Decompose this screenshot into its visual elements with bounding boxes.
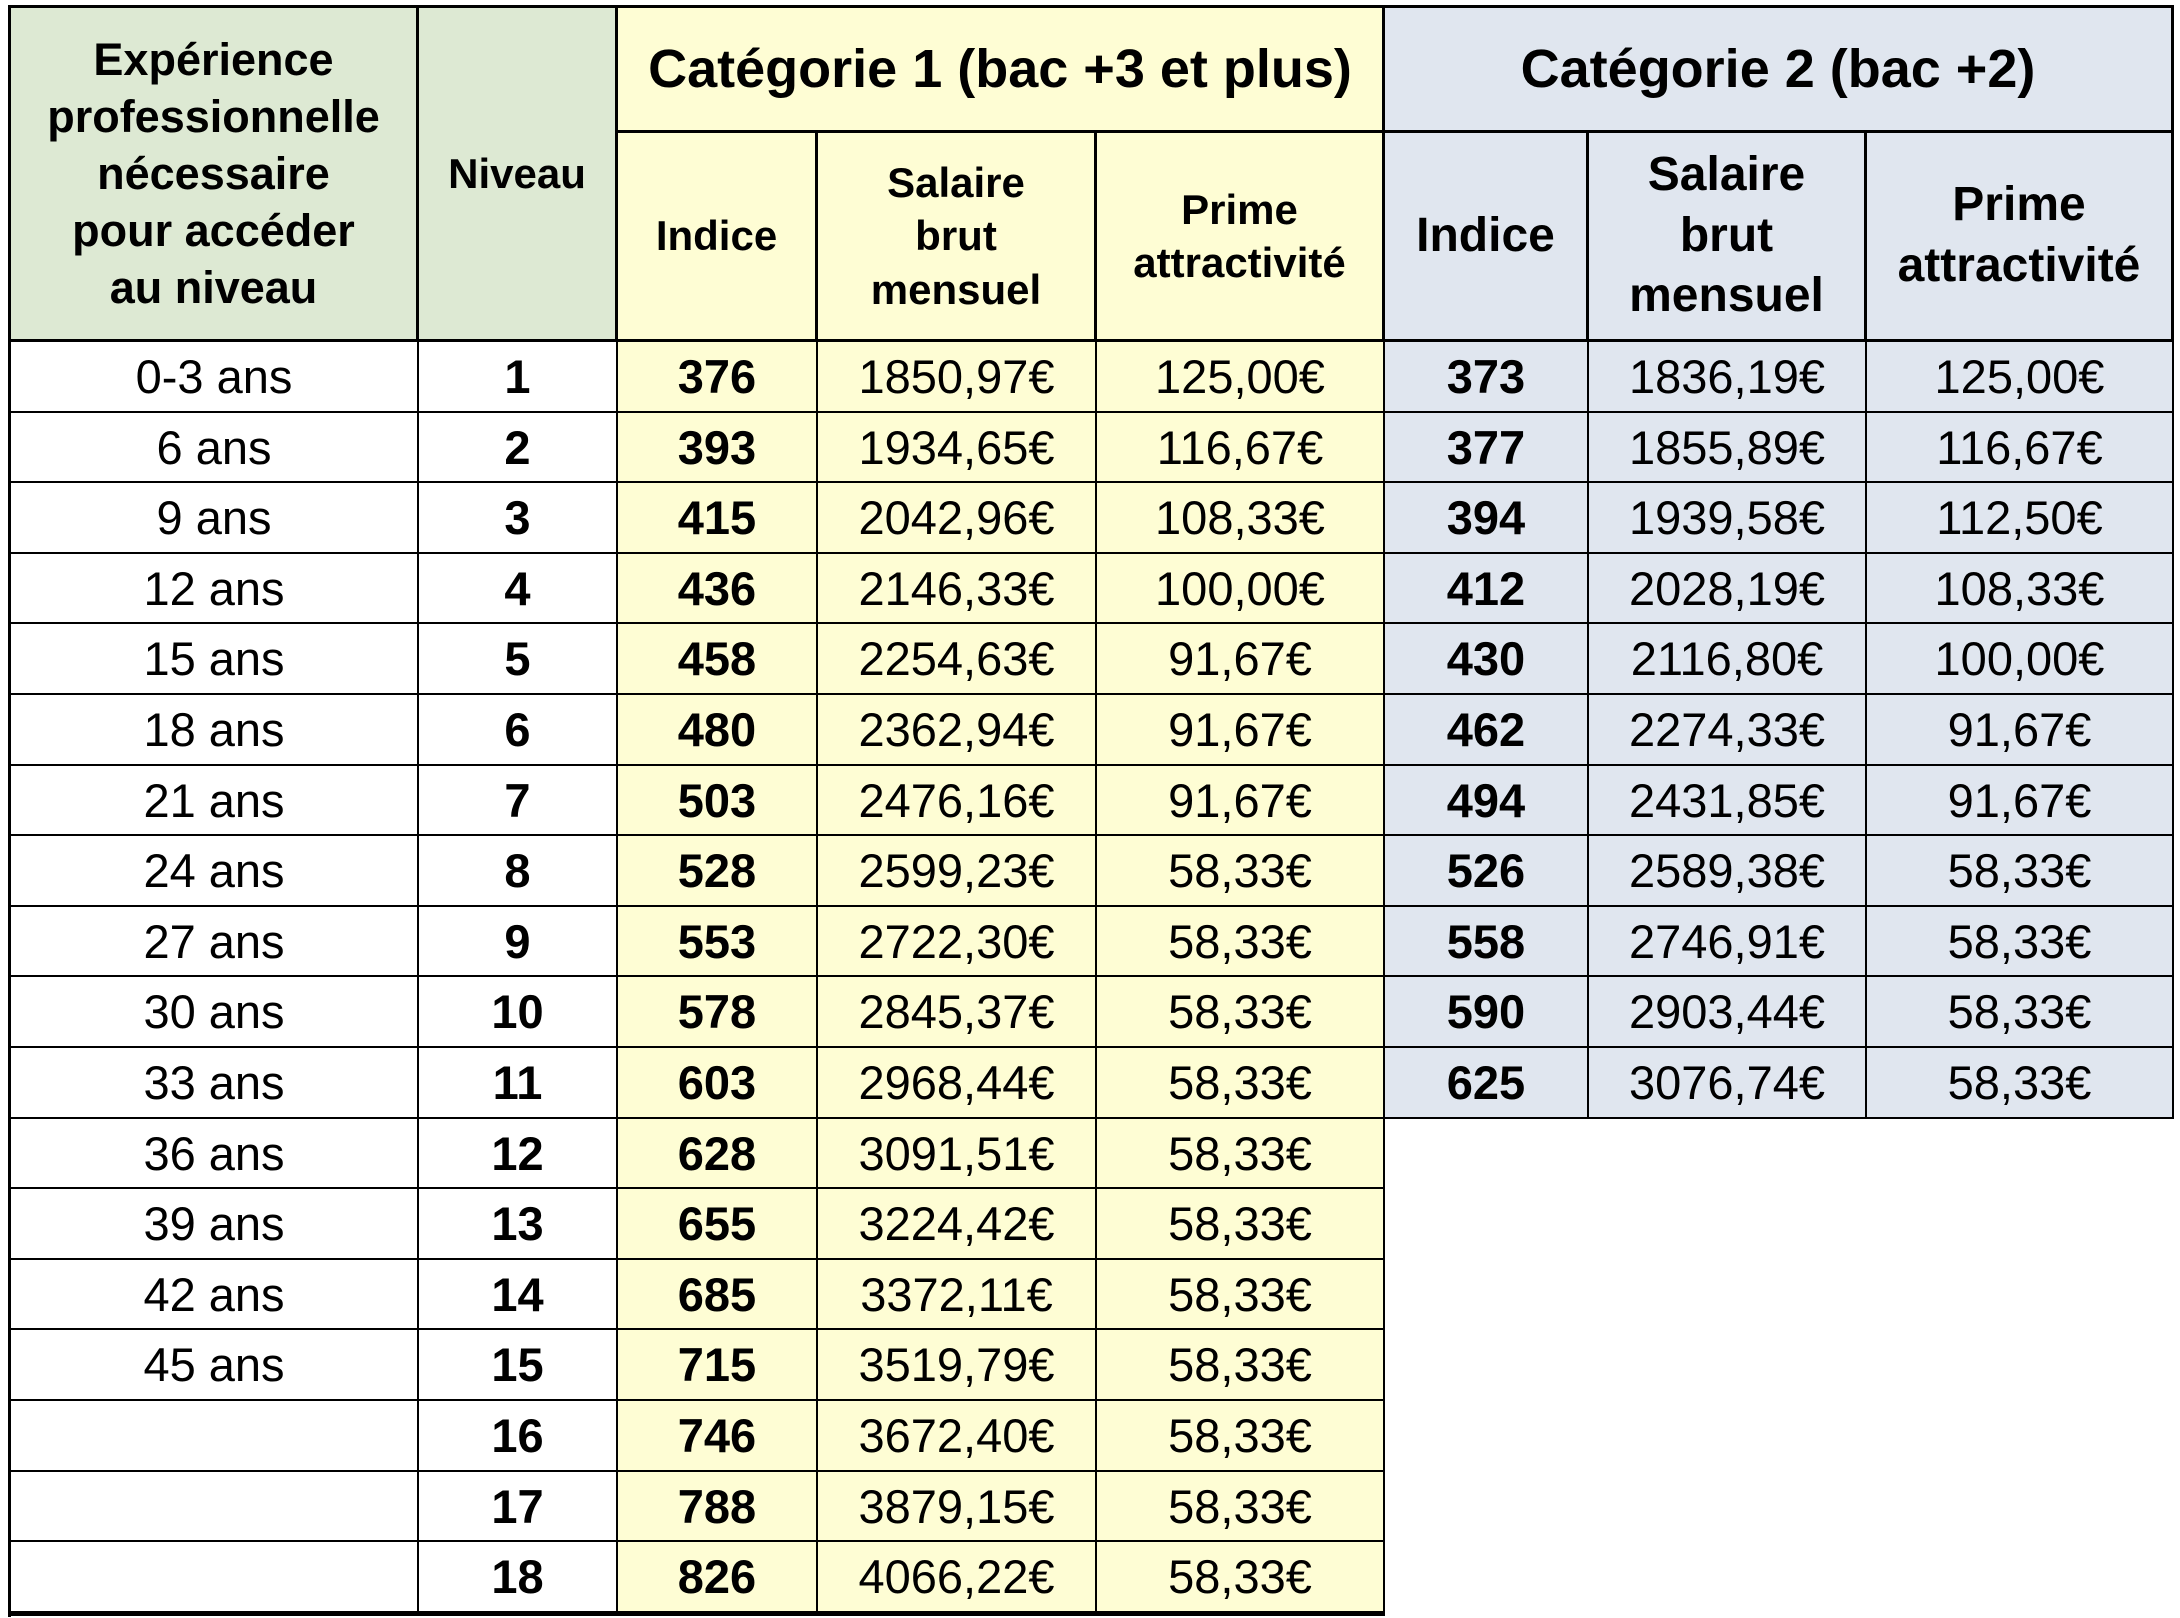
- header-experience-line: professionnelle: [47, 90, 380, 142]
- cell-cat2-indice: [1385, 413, 1589, 483]
- cell-cat1-salaire: [818, 695, 1097, 766]
- cell-niveau: [419, 766, 618, 836]
- cat2-prime-value: 58,33€: [1947, 844, 2092, 897]
- header-cat1-prime-line: attractivité: [1133, 239, 1346, 286]
- cell-cat1-indice: [618, 766, 818, 836]
- cat1-prime-value: 58,33€: [1168, 1338, 1312, 1391]
- niveau-value: 10: [491, 985, 544, 1038]
- cat1-salaire-value: 4066,22€: [858, 1550, 1055, 1603]
- cell-cat2-prime: [1867, 624, 2174, 695]
- cell-cat2-prime: [1867, 907, 2174, 977]
- cell-cat2-indice: [1385, 554, 1589, 624]
- cat2-prime-value: 91,67€: [1947, 773, 2092, 827]
- header-cat1-prime-line: Prime: [1181, 185, 1298, 233]
- cat1-indice-value: 393: [677, 420, 757, 474]
- cat1-indice-value: 503: [677, 773, 757, 827]
- cat1-salaire-value: 2146,33€: [858, 561, 1055, 615]
- header-cat1-salaire-line: brut: [915, 212, 997, 260]
- header-experience-line: au niveau: [109, 262, 318, 314]
- cell-cat2-prime: [1867, 554, 2174, 624]
- cell-cat1-salaire: [818, 554, 1097, 624]
- header-category-1-title: Catégorie 1 (bac +3 et plus): [648, 38, 1352, 99]
- experience-value: 12 ans: [143, 561, 285, 615]
- header-cat2-salaire-line: Salaire: [1647, 147, 1806, 201]
- cell-cat1-indice: [618, 695, 818, 766]
- niveau-value: 16: [491, 1409, 544, 1462]
- cell-cat1-salaire: [818, 1260, 1097, 1330]
- cell-cat2-prime: [1867, 413, 2174, 483]
- cell-niveau: [419, 977, 618, 1048]
- cat2-prime-value: 58,33€: [1947, 1056, 2092, 1109]
- experience-value: 36 ans: [143, 1126, 285, 1180]
- cell-experience: [11, 1472, 419, 1542]
- cat1-prime-value: 58,33€: [1168, 844, 1312, 897]
- cell-cat1-salaire: [818, 1542, 1097, 1613]
- cell-experience: [11, 1189, 419, 1260]
- cell-experience: [11, 836, 419, 907]
- cat1-salaire-value: 3519,79€: [858, 1338, 1055, 1391]
- cell-cat2-indice: [1385, 907, 1589, 977]
- experience-value: 9 ans: [156, 491, 272, 544]
- cell-niveau: [419, 1472, 618, 1542]
- cell-cat2-salaire: [1589, 766, 1867, 836]
- niveau-value: 1: [504, 350, 531, 403]
- cell-cat2-indice: [1385, 977, 1589, 1048]
- cat2-indice-value: 373: [1446, 350, 1526, 403]
- niveau-value: 7: [504, 773, 531, 827]
- niveau-value: 11: [492, 1056, 543, 1109]
- header-experience-line: nécessaire: [97, 147, 330, 199]
- cell-experience: [11, 766, 419, 836]
- cat1-indice-value: 415: [677, 491, 757, 544]
- cell-experience: [11, 483, 419, 554]
- cat2-indice-value: 430: [1446, 632, 1526, 685]
- cell-experience: [11, 1048, 419, 1119]
- cat1-indice-value: 528: [677, 844, 757, 897]
- cell-niveau: [419, 1401, 618, 1472]
- header-cat2-salaire-line: brut: [1679, 208, 1774, 262]
- niveau-value: 18: [491, 1550, 544, 1603]
- cat1-prime-value: 100,00€: [1155, 561, 1325, 615]
- cell-cat1-indice: [618, 836, 818, 907]
- cat1-prime-value: 91,67€: [1168, 632, 1312, 685]
- cell-cat1-indice: [618, 1189, 818, 1260]
- cat1-salaire-value: 3372,11€: [860, 1267, 1053, 1321]
- header-cat2-salaire-line: mensuel: [1629, 269, 1824, 323]
- cell-niveau: [419, 1189, 618, 1260]
- cell-cat2-prime: [1867, 1048, 2174, 1119]
- cell-cat1-prime: [1097, 1260, 1385, 1330]
- cell-cat2-salaire: [1589, 836, 1867, 907]
- cell-niveau: [419, 1119, 618, 1189]
- cell-cat2-salaire: [1589, 624, 1867, 695]
- cat2-indice-value: 526: [1446, 844, 1526, 897]
- cell-experience: [11, 1401, 419, 1472]
- cell-cat1-prime: [1097, 766, 1385, 836]
- cat2-indice-value: 462: [1446, 703, 1526, 756]
- table-border-bottom: [8, 1613, 1385, 1616]
- cat1-indice-value: 553: [677, 914, 757, 968]
- cell-cat1-prime: [1097, 977, 1385, 1048]
- cell-cat1-salaire: [818, 1119, 1097, 1189]
- cell-experience: [11, 695, 419, 766]
- cell-cat1-prime: [1097, 413, 1385, 483]
- cell-cat1-salaire: [818, 413, 1097, 483]
- cat1-prime-value: 58,33€: [1168, 914, 1312, 968]
- experience-value: 27 ans: [143, 914, 285, 968]
- header-cat1-salaire-line: mensuel: [870, 265, 1042, 313]
- cat1-indice-value: 458: [677, 632, 757, 685]
- cell-cat1-prime: [1097, 1472, 1385, 1542]
- cell-niveau: [419, 413, 618, 483]
- cat1-salaire-value: 2362,94€: [858, 703, 1055, 756]
- cat2-indice-value: 394: [1446, 491, 1526, 544]
- cell-cat1-salaire: [818, 1189, 1097, 1260]
- cell-cat1-indice: [618, 1330, 818, 1401]
- header-cat2-prime: [1867, 133, 2174, 342]
- experience-value: 42 ans: [143, 1267, 285, 1321]
- cat1-prime-value: 58,33€: [1168, 1126, 1312, 1180]
- cell-experience: [11, 342, 419, 413]
- cat2-prime-value: 108,33€: [1934, 561, 2105, 615]
- niveau-value: 4: [504, 561, 531, 615]
- cell-cat1-salaire: [818, 1330, 1097, 1401]
- header-cat1-indice-label: Indice: [655, 212, 778, 260]
- cat2-indice-value: 625: [1446, 1056, 1526, 1109]
- cell-cat1-salaire: [818, 907, 1097, 977]
- cat1-salaire-value: 3672,40€: [858, 1409, 1055, 1462]
- cell-niveau: [419, 554, 618, 624]
- niveau-value: 13: [491, 1197, 544, 1250]
- cell-cat2-salaire: [1589, 342, 1867, 413]
- cell-niveau: [419, 1542, 618, 1613]
- cat1-prime-value: 58,33€: [1168, 1479, 1312, 1533]
- cell-cat1-indice: [618, 1542, 818, 1613]
- cat1-indice-value: 480: [677, 703, 757, 756]
- cat1-salaire-value: 2042,96€: [858, 491, 1055, 544]
- cell-cat1-salaire: [818, 1048, 1097, 1119]
- cat1-indice-value: 603: [677, 1056, 757, 1109]
- cat2-prime-value: 112,50€: [1936, 491, 2103, 544]
- cell-niveau: [419, 1330, 618, 1401]
- cell-cat1-prime: [1097, 624, 1385, 695]
- cell-cat2-indice: [1385, 836, 1589, 907]
- cell-cat2-prime: [1867, 695, 2174, 766]
- cell-cat2-indice: [1385, 342, 1589, 413]
- cell-cat2-salaire: [1589, 1048, 1867, 1119]
- cell-cat1-prime: [1097, 483, 1385, 554]
- experience-value: 18 ans: [143, 703, 285, 756]
- cell-niveau: [419, 624, 618, 695]
- cell-cat1-prime: [1097, 1330, 1385, 1401]
- cell-cat1-prime: [1097, 907, 1385, 977]
- header-cat2-prime-text: [1898, 175, 2141, 297]
- cat1-prime-value: 58,33€: [1168, 985, 1312, 1038]
- cat1-salaire-value: 2599,23€: [858, 844, 1055, 897]
- cat1-salaire-value: 2845,37€: [858, 985, 1055, 1038]
- cat2-prime-value: 58,33€: [1947, 914, 2092, 968]
- cell-cat1-indice: [618, 342, 818, 413]
- cat1-salaire-value: 2722,30€: [858, 914, 1055, 968]
- niveau-value: 6: [504, 703, 531, 756]
- cell-cat1-salaire: [818, 1401, 1097, 1472]
- cell-cat2-indice: [1385, 624, 1589, 695]
- cell-cat2-salaire: [1589, 413, 1867, 483]
- cat1-prime-value: 58,33€: [1168, 1550, 1312, 1603]
- cat2-indice-value: 590: [1446, 985, 1526, 1038]
- cat2-salaire-value: 2116,80€: [1630, 632, 1824, 685]
- cat1-indice-value: 715: [677, 1338, 757, 1391]
- cell-cat2-indice: [1385, 766, 1589, 836]
- header-experience: [11, 8, 419, 342]
- cat2-salaire-value: 2746,91€: [1628, 914, 1826, 968]
- cat1-prime-value: 108,33€: [1155, 491, 1325, 544]
- cat2-indice-value: 377: [1446, 420, 1526, 474]
- cat1-prime-value: 58,33€: [1168, 1267, 1312, 1321]
- cell-cat2-prime: [1867, 836, 2174, 907]
- cell-cat1-indice: [618, 483, 818, 554]
- cell-cat1-indice: [618, 554, 818, 624]
- cat2-salaire-value: 1836,19€: [1628, 350, 1826, 403]
- cell-cat2-indice: [1385, 1048, 1589, 1119]
- cell-cat2-salaire: [1589, 977, 1867, 1048]
- cat2-prime-value: 116,67€: [1936, 420, 2103, 474]
- cell-experience: [11, 624, 419, 695]
- cell-cat1-prime: [1097, 836, 1385, 907]
- cell-cat1-prime: [1097, 695, 1385, 766]
- cell-cat1-prime: [1097, 1401, 1385, 1472]
- niveau-value: 5: [504, 632, 531, 685]
- cell-cat2-salaire: [1589, 554, 1867, 624]
- cell-cat1-indice: [618, 1401, 818, 1472]
- cat1-salaire-value: 2968,44€: [858, 1056, 1055, 1109]
- header-experience-line: pour accéder: [72, 205, 355, 257]
- cell-niveau: [419, 1260, 618, 1330]
- cat2-salaire-value: 3076,74€: [1628, 1056, 1826, 1109]
- cat1-indice-value: 826: [677, 1550, 757, 1603]
- cat1-salaire-value: 1934,65€: [858, 420, 1055, 474]
- cell-cat1-prime: [1097, 342, 1385, 413]
- niveau-value: 14: [491, 1267, 544, 1321]
- cell-cat2-salaire: [1589, 695, 1867, 766]
- cell-experience: [11, 1542, 419, 1613]
- cat2-indice-value: 412: [1446, 561, 1526, 615]
- cat1-indice-value: 578: [677, 985, 757, 1038]
- cell-cat1-salaire: [818, 1472, 1097, 1542]
- cell-cat1-indice: [618, 413, 818, 483]
- experience-value: 24 ans: [143, 844, 285, 897]
- cell-experience: [11, 554, 419, 624]
- cell-cat1-indice: [618, 1260, 818, 1330]
- cat1-salaire-value: 3091,51€: [858, 1126, 1055, 1180]
- cat2-prime-value: 91,67€: [1947, 703, 2092, 756]
- cat1-prime-value: 91,67€: [1168, 703, 1312, 756]
- header-experience-line: Expérience: [93, 33, 334, 85]
- experience-value: 33 ans: [143, 1056, 285, 1109]
- cell-cat1-salaire: [818, 483, 1097, 554]
- cat1-prime-value: 58,33€: [1168, 1056, 1312, 1109]
- cell-cat2-prime: [1867, 766, 2174, 836]
- header-cat2-salaire-text: [1629, 145, 1824, 328]
- cell-cat1-indice: [618, 907, 818, 977]
- cell-cat1-salaire: [818, 624, 1097, 695]
- cell-cat1-indice: [618, 1472, 818, 1542]
- cat2-salaire-value: 1855,89€: [1628, 420, 1826, 474]
- header-cat2-prime-line: Prime: [1952, 178, 2086, 232]
- cell-cat1-salaire: [818, 977, 1097, 1048]
- niveau-value: 3: [504, 491, 531, 544]
- experience-value: 21 ans: [143, 773, 285, 827]
- cell-cat1-indice: [618, 1048, 818, 1119]
- cell-cat2-prime: [1867, 483, 2174, 554]
- cell-cat2-salaire: [1589, 483, 1867, 554]
- header-cat2-indice: [1385, 133, 1589, 342]
- cell-cat2-prime: [1867, 342, 2174, 413]
- cell-niveau: [419, 836, 618, 907]
- niveau-value: 8: [504, 844, 531, 897]
- experience-value: 39 ans: [143, 1197, 285, 1250]
- cat2-indice-value: 494: [1446, 773, 1526, 827]
- cat2-indice-value: 558: [1446, 914, 1526, 968]
- cat2-salaire-value: 2431,85€: [1628, 773, 1826, 827]
- cat1-indice-value: 436: [677, 561, 757, 615]
- niveau-value: 2: [504, 420, 531, 474]
- header-cat1-salaire: [818, 133, 1097, 342]
- cat2-prime-value: 100,00€: [1934, 632, 2105, 685]
- cat2-salaire-value: 2028,19€: [1628, 561, 1826, 615]
- cat1-indice-value: 628: [677, 1126, 757, 1180]
- cell-cat1-prime: [1097, 1048, 1385, 1119]
- cell-experience: [11, 1119, 419, 1189]
- header-niveau-label: Niveau: [448, 149, 586, 197]
- cat1-prime-value: 91,67€: [1168, 773, 1312, 827]
- experience-value: 0-3 ans: [135, 350, 293, 403]
- cell-cat2-salaire: [1589, 907, 1867, 977]
- cat1-indice-value: 788: [677, 1479, 757, 1533]
- cell-niveau: [419, 342, 618, 413]
- cat1-salaire-value: 1850,97€: [858, 350, 1055, 403]
- cell-cat1-salaire: [818, 766, 1097, 836]
- experience-value: 45 ans: [143, 1338, 285, 1391]
- cell-cat1-prime: [1097, 1542, 1385, 1613]
- cell-cat1-prime: [1097, 1119, 1385, 1189]
- cell-cat2-indice: [1385, 483, 1589, 554]
- header-cat2-prime-line: attractivité: [1897, 239, 2141, 292]
- header-cat1-indice: [618, 133, 818, 342]
- cat2-salaire-value: 2903,44€: [1628, 985, 1826, 1038]
- cat1-prime-value: 125,00€: [1155, 350, 1325, 403]
- header-cat2-salaire: [1589, 133, 1867, 342]
- experience-value: 6 ans: [156, 420, 272, 474]
- header-experience-text: [47, 31, 380, 317]
- cell-experience: [11, 907, 419, 977]
- header-niveau: [419, 8, 618, 342]
- cat2-salaire-value: 2274,33€: [1628, 703, 1826, 756]
- header-category-2-title: Catégorie 2 (bac +2): [1520, 38, 2036, 99]
- niveau-value: 12: [491, 1126, 544, 1180]
- cell-niveau: [419, 483, 618, 554]
- cat1-salaire-value: 3879,15€: [858, 1479, 1055, 1533]
- experience-value: 30 ans: [143, 985, 285, 1038]
- cell-cat1-salaire: [818, 342, 1097, 413]
- cell-niveau: [419, 695, 618, 766]
- cat1-indice-value: 376: [677, 350, 757, 403]
- cat2-prime-value: 58,33€: [1947, 985, 2092, 1038]
- cat1-prime-value: 116,67€: [1156, 420, 1324, 474]
- cell-cat1-prime: [1097, 1189, 1385, 1260]
- experience-value: 15 ans: [143, 632, 285, 685]
- cat1-salaire-value: 3224,42€: [858, 1197, 1055, 1250]
- cat1-salaire-value: 2476,16€: [858, 773, 1055, 827]
- cell-experience: [11, 413, 419, 483]
- cell-cat1-indice: [618, 977, 818, 1048]
- cat1-prime-value: 58,33€: [1168, 1197, 1312, 1250]
- cell-cat1-salaire: [818, 836, 1097, 907]
- cell-cat2-indice: [1385, 695, 1589, 766]
- header-cat2-indice-label: Indice: [1416, 208, 1555, 262]
- header-category-2: [1385, 8, 2174, 133]
- cell-niveau: [419, 907, 618, 977]
- cell-cat1-indice: [618, 624, 818, 695]
- cat2-prime-value: 125,00€: [1934, 350, 2105, 403]
- cell-cat2-prime: [1867, 977, 2174, 1048]
- header-cat1-salaire-line: Salaire: [887, 159, 1025, 206]
- cell-experience: [11, 1330, 419, 1401]
- niveau-value: 9: [504, 914, 531, 968]
- cell-cat1-indice: [618, 1119, 818, 1189]
- header-category-1: [618, 8, 1385, 133]
- cat1-indice-value: 746: [677, 1409, 757, 1462]
- cell-experience: [11, 977, 419, 1048]
- niveau-value: 17: [491, 1479, 544, 1533]
- header-cat1-salaire-text: [871, 156, 1041, 316]
- cell-experience: [11, 1260, 419, 1330]
- cat1-salaire-value: 2254,63€: [858, 632, 1055, 685]
- cat2-salaire-value: 1939,58€: [1628, 491, 1826, 544]
- header-cat1-prime: [1097, 133, 1385, 342]
- header-cat1-prime-text: [1133, 183, 1345, 290]
- cell-niveau: [419, 1048, 618, 1119]
- cat1-indice-value: 685: [677, 1267, 757, 1321]
- niveau-value: 15: [491, 1338, 544, 1391]
- cat2-salaire-value: 2589,38€: [1628, 844, 1826, 897]
- cat1-indice-value: 655: [677, 1197, 757, 1250]
- cell-cat1-prime: [1097, 554, 1385, 624]
- cat1-prime-value: 58,33€: [1168, 1409, 1312, 1462]
